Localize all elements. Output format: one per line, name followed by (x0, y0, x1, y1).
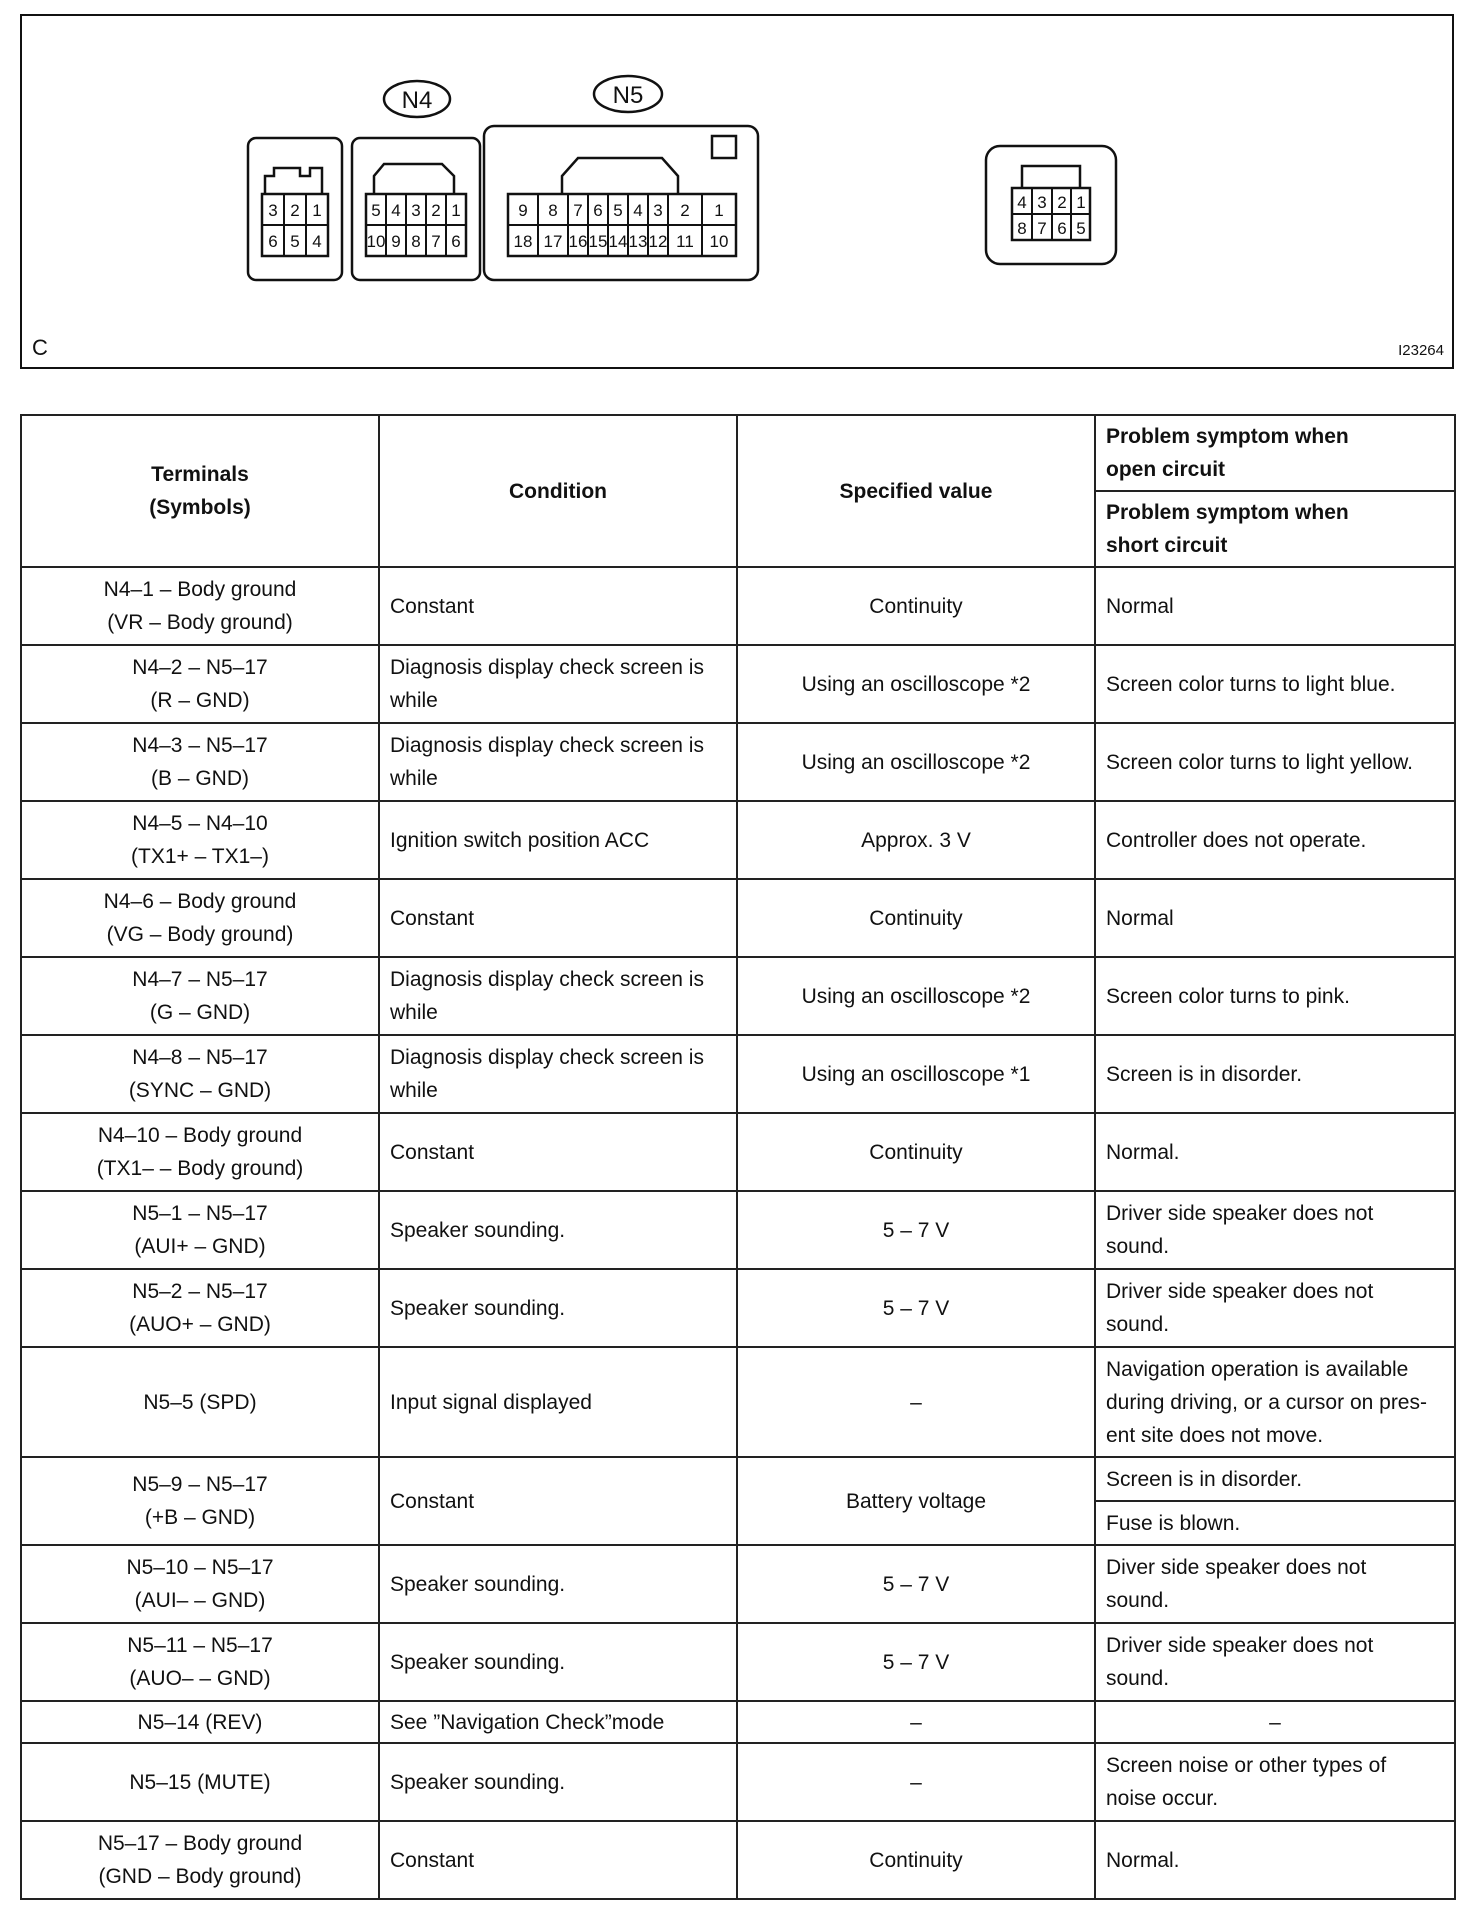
condition-cell: Constant (379, 567, 737, 645)
n5-pin: 4 (633, 201, 643, 220)
specified-value-cell: Continuity (737, 879, 1095, 957)
table-row (21, 1457, 1455, 1501)
n5-pin: 18 (513, 232, 533, 251)
specified-value-cell: – (737, 1743, 1095, 1821)
condition-cell: Ignition switch position ACC (379, 801, 737, 879)
n4-pin: 7 (431, 232, 441, 251)
n5-label: N5 (612, 82, 644, 109)
n4-pin: 6 (451, 232, 461, 251)
n5-pin: 17 (543, 232, 563, 251)
n5-pin: 6 (593, 201, 603, 220)
left-pin: 4 (312, 232, 322, 251)
symptom-cell: Diver side speaker does not sound. (1095, 1545, 1455, 1623)
right-pin: 1 (1076, 193, 1086, 212)
header-open-circuit: Problem symptom when open circuit (1095, 415, 1455, 491)
table-row (21, 1545, 1455, 1623)
n5-pin: 12 (648, 232, 668, 251)
n5-pin: 8 (548, 201, 558, 220)
symptom-cell: Driver side speaker does not sound. (1095, 1269, 1455, 1347)
specified-value-cell: 5 – 7 V (737, 1191, 1095, 1269)
symptom-cell: Normal. (1095, 1113, 1455, 1191)
n5-latch (562, 158, 678, 194)
terminal-cell: N5–5 (SPD) (21, 1347, 379, 1457)
n5-pin: 16 (568, 232, 588, 251)
table-row (21, 957, 1455, 1035)
table-row (21, 1347, 1455, 1457)
condition-cell: Speaker sounding. (379, 1545, 737, 1623)
open-circuit-symptom-cell: Screen is in disorder. (1095, 1457, 1455, 1501)
terminal-inspection-table (20, 414, 1456, 1900)
table-row (21, 1191, 1455, 1269)
left-pin: 6 (268, 232, 278, 251)
terminal-cell: N4–5 – N4–10 (TX1+ – TX1–) (21, 801, 379, 879)
n5-pin: 3 (653, 201, 663, 220)
n5-pin: 5 (613, 201, 623, 220)
specified-value-cell: Using an oscilloscope *2 (737, 723, 1095, 801)
table-row (21, 645, 1455, 723)
specified-value-cell: Using an oscilloscope *1 (737, 1035, 1095, 1113)
terminal-cell: N4–8 – N5–17 (SYNC – GND) (21, 1035, 379, 1113)
right-pin: 2 (1057, 193, 1067, 212)
short-circuit-symptom-cell: Fuse is blown. (1095, 1501, 1455, 1545)
condition-cell: Speaker sounding. (379, 1269, 737, 1347)
terminal-cell: N4–7 – N5–17 (G – GND) (21, 957, 379, 1035)
n4-pin: 3 (411, 201, 421, 220)
pin-number-labels (268, 193, 1085, 251)
symptom-cell: Screen color turns to light yellow. (1095, 723, 1455, 801)
condition-cell: Input signal displayed (379, 1347, 737, 1457)
header-terminals: Terminals (Symbols) (21, 415, 379, 567)
specified-value-cell: – (737, 1347, 1095, 1457)
table-row (21, 1113, 1455, 1191)
symptom-cell: Screen noise or other types of noise occur. (1095, 1743, 1455, 1821)
left-pin: 3 (268, 201, 278, 220)
n4-pin: 8 (411, 232, 421, 251)
condition-cell: Diagnosis display check screen is while (379, 645, 737, 723)
n4-pin: 4 (391, 201, 401, 220)
symptom-cell: Navigation operation is available during driving, or a cursor on pres- ent site does not move. (1095, 1347, 1455, 1457)
symptom-cell: Normal (1095, 567, 1455, 645)
left-connector-latch (265, 168, 322, 194)
terminal-cell: N5–11 – N5–17 (AUO– – GND) (21, 1623, 379, 1701)
table-row (21, 1701, 1455, 1743)
right-pin: 5 (1076, 219, 1086, 238)
n4-label: N4 (401, 87, 433, 114)
terminal-cell: N4–6 – Body ground (VG – Body ground) (21, 879, 379, 957)
symptom-cell: Normal (1095, 879, 1455, 957)
specified-value-cell: Approx. 3 V (737, 801, 1095, 879)
right-pin: 6 (1057, 219, 1067, 238)
table-row (21, 879, 1455, 957)
connector-diagram (20, 14, 1454, 369)
terminal-cell: N5–17 – Body ground (GND – Body ground) (21, 1821, 379, 1899)
table-row (21, 1821, 1455, 1899)
specified-value-cell: Continuity (737, 567, 1095, 645)
table-row (21, 1269, 1455, 1347)
terminal-cell: N5–2 – N5–17 (AUO+ – GND) (21, 1269, 379, 1347)
terminal-cell: N4–2 – N5–17 (R – GND) (21, 645, 379, 723)
terminal-cell: N5–14 (REV) (21, 1701, 379, 1743)
table-row (21, 1743, 1455, 1821)
condition-cell: Constant (379, 1457, 737, 1545)
n5-pin: 13 (628, 232, 648, 251)
symptom-cell: Driver side speaker does not sound. (1095, 1623, 1455, 1701)
condition-cell: Diagnosis display check screen is while (379, 723, 737, 801)
symptom-cell: Driver side speaker does not sound. (1095, 1191, 1455, 1269)
terminal-cell: N5–15 (MUTE) (21, 1743, 379, 1821)
connector-drawing (22, 16, 1452, 367)
condition-cell: Constant (379, 1113, 737, 1191)
symptom-cell: Screen color turns to light blue. (1095, 645, 1455, 723)
condition-cell: Diagnosis display check screen is while (379, 957, 737, 1035)
specified-value-cell: Battery voltage (737, 1457, 1095, 1545)
symptom-cell: Screen color turns to pink. (1095, 957, 1455, 1035)
condition-cell: Constant (379, 879, 737, 957)
n4-pin: 10 (366, 232, 386, 251)
specified-value-cell: 5 – 7 V (737, 1545, 1095, 1623)
terminal-cell: N4–10 – Body ground (TX1– – Body ground) (21, 1113, 379, 1191)
terminal-cell: N5–10 – N5–17 (AUI– – GND) (21, 1545, 379, 1623)
condition-cell: Speaker sounding. (379, 1623, 737, 1701)
specified-value-cell: 5 – 7 V (737, 1623, 1095, 1701)
table-row (21, 1035, 1455, 1113)
n5-pin: 11 (676, 232, 694, 251)
condition-cell: Diagnosis display check screen is while (379, 1035, 737, 1113)
table-row (21, 801, 1455, 879)
right-pin: 7 (1037, 219, 1047, 238)
table-row (21, 723, 1455, 801)
table-row (21, 1623, 1455, 1701)
left-pin: 1 (312, 201, 322, 220)
terminal-cell: N4–1 – Body ground (VR – Body ground) (21, 567, 379, 645)
header-condition: Condition (379, 415, 737, 567)
condition-cell: Speaker sounding. (379, 1191, 737, 1269)
n5-pin: 14 (608, 232, 628, 251)
specified-value-cell: Using an oscilloscope *2 (737, 957, 1095, 1035)
panel-letter: C (32, 335, 48, 360)
figure-id: I23264 (1398, 342, 1444, 359)
symptom-cell: Screen is in disorder. (1095, 1035, 1455, 1113)
terminal-cell: N4–3 – N5–17 (B – GND) (21, 723, 379, 801)
right-pin: 8 (1017, 219, 1027, 238)
specified-value-cell: Using an oscilloscope *2 (737, 645, 1095, 723)
table-row (21, 567, 1455, 645)
n4-latch (374, 164, 454, 194)
specified-value-cell: Continuity (737, 1113, 1095, 1191)
terminal-cell: N5–1 – N5–17 (AUI+ – GND) (21, 1191, 379, 1269)
specified-value-cell: Continuity (737, 1821, 1095, 1899)
n4-pin: 5 (371, 201, 381, 220)
n4-pin: 2 (431, 201, 441, 220)
condition-cell: See ”Navigation Check”mode (379, 1701, 737, 1743)
symptom-cell: Normal. (1095, 1821, 1455, 1899)
n5-pin: 1 (714, 201, 724, 220)
header-short-circuit: Problem symptom when short circuit (1095, 491, 1455, 567)
specified-value-cell: – (737, 1701, 1095, 1743)
left-pin: 2 (290, 201, 300, 220)
left-pin: 5 (290, 232, 300, 251)
n5-pin: 7 (573, 201, 583, 220)
n4-pin: 9 (391, 232, 401, 251)
condition-cell: Constant (379, 1821, 737, 1899)
n5-pin: 9 (518, 201, 528, 220)
table-body (21, 567, 1455, 1899)
n5-pin: 15 (588, 232, 608, 251)
n5-pin: 10 (709, 232, 729, 251)
n5-pin: 2 (680, 201, 690, 220)
specified-value-cell: 5 – 7 V (737, 1269, 1095, 1347)
right-connector-latch (1022, 166, 1080, 188)
symptom-cell: – (1095, 1701, 1455, 1743)
condition-cell: Speaker sounding. (379, 1743, 737, 1821)
right-pin: 4 (1017, 193, 1027, 212)
symptom-cell: Controller does not operate. (1095, 801, 1455, 879)
n4-pin: 1 (451, 201, 461, 220)
terminal-cell: N5–9 – N5–17 (+B – GND) (21, 1457, 379, 1545)
right-pin: 3 (1037, 193, 1047, 212)
n5-key (712, 136, 736, 158)
header-specified-value: Specified value (737, 415, 1095, 567)
